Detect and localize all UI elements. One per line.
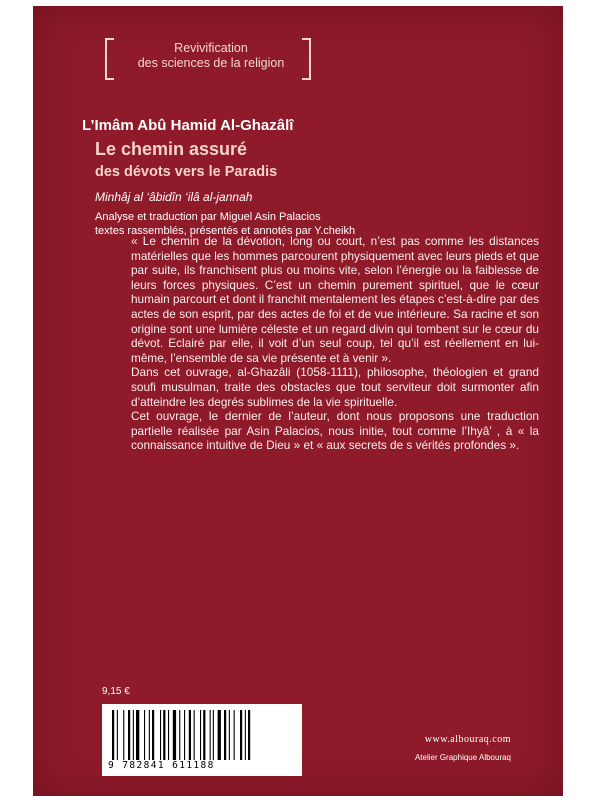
barcode-digits: 9 782841 611188	[108, 760, 215, 771]
right-bracket	[302, 38, 311, 80]
left-bracket	[105, 38, 114, 80]
back-cover	[33, 6, 563, 796]
arabic-title: Minhâj al ‘âbidîn ‘ilâ al-jannah	[95, 190, 253, 204]
credit-line-1: Analyse et traduction par Miguel Asin Palacios	[95, 211, 321, 223]
blurb-paragraph-3: Cet ouvrage, le dernier de l’auteur, dont nous proposons une traduction partielle réalisée par Asin Palacios, nous initie, tout comme l’Ihyâ’ , à « la connaissance intuitive de Dieu » et « aux secrets de s vérités profondes ».	[131, 409, 539, 453]
blurb-quote: « Le chemin de la dévotion, long ou court, n’est pas comme les distances matérielles que les hommes parcourent physiquement avec leurs pieds et que par suite, ils franchisent plus ou moins vite, selon l’énergie ou la faiblesse de leurs forces physiques. C’est un chemin purement spirituel, que le cœur humain parcourt et dont il franchit mentalement les étapes c’est-à-dire par des actes de son esprit, par des actes de foi et de vue intérieure. Sa racine et son origine sont une lumière céleste et un regard divin qui tombent sur le cœur du dévot. Eclairé par elle, il voit d’un seul coup, tel qu’il est réellement en lui-même, l’ensemble de sa vie présente et à venir ».	[131, 234, 539, 365]
book-subtitle: des dévots vers le Paradis	[95, 164, 278, 180]
publisher-website: www.albouraq.com	[424, 734, 511, 745]
book-title: Le chemin assuré	[95, 139, 248, 159]
series-line-1: Revivification	[174, 41, 248, 55]
barcode	[102, 704, 302, 776]
blurb-paragraph-2: Dans cet ouvrage, al-Ghazâli (1058-1111), philosophe, théologien et grand soufi musulman, traite des obstacles que tout serviteur doit surmonter afin d’atteindre les degrés sublimes de la vie spirituelle.	[131, 365, 539, 409]
publisher-block	[415, 734, 511, 762]
blurb	[131, 234, 539, 453]
barcode-bars	[112, 710, 292, 760]
price: 9,15 €	[102, 686, 130, 697]
publisher-atelier: Atelier Graphique Albouraq	[414, 753, 511, 762]
series-text	[119, 41, 303, 71]
author-name: L’Imâm Abû Hamid Al-Ghazâlî	[82, 117, 294, 134]
credit-line-2: textes rassemblés, présentés et annotés par Y.cheikh	[95, 225, 356, 237]
series-label	[105, 38, 305, 78]
series-line-2: des sciences de la religion	[137, 56, 285, 70]
